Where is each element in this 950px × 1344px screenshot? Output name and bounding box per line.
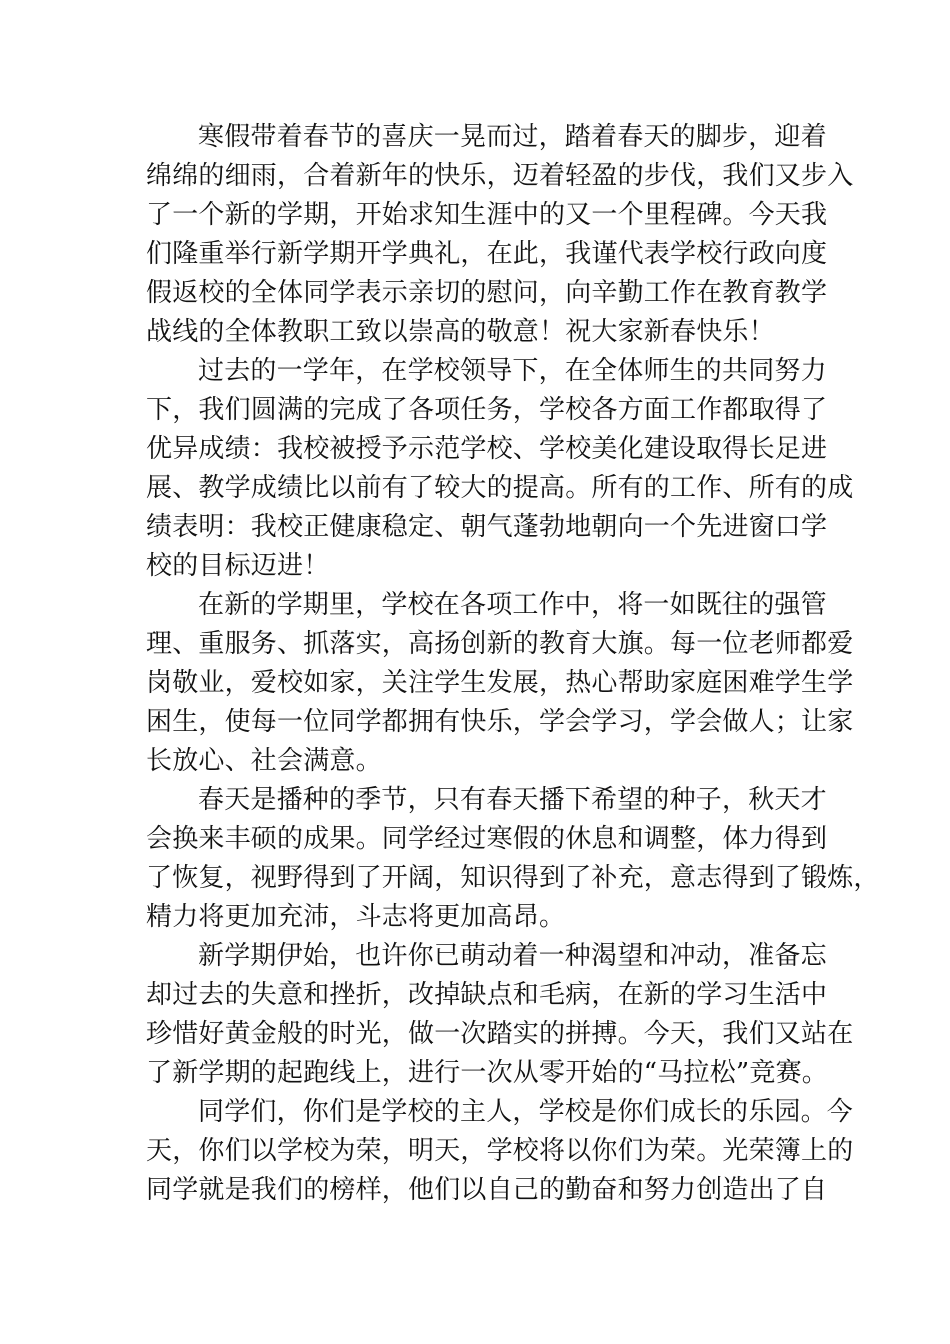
text-line: 们隆重举行新学期开学典礼，在此，我谨代表学校行政向度	[146, 239, 828, 269]
text-line: 在新的学期里，学校在各项工作中，将一如既往的强管	[198, 590, 827, 620]
text-line: 春天是播种的季节，只有春天播下希望的种子，秋天才	[198, 785, 827, 815]
text-line: 战线的全体教职工致以崇高的敬意！祝大家新春快乐！	[146, 317, 775, 347]
text-line: 了一个新的学期，开始求知生涯中的又一个里程碑。今天我	[146, 200, 828, 230]
text-line: 同学就是我们的榜样，他们以自己的勤奋和努力创造出了自	[146, 1175, 828, 1205]
document-body	[146, 118, 880, 1210]
text-line: 会换来丰硕的成果。同学经过寒假的休息和调整，体力得到	[146, 824, 828, 854]
text-line: 绵绵的细雨，合着新年的快乐，迈着轻盈的步伐，我们又步入	[146, 161, 854, 191]
text-line: 新学期伊始，也许你已萌动着一种渴望和冲动，准备忘	[198, 941, 827, 971]
text-line: 假返校的全体同学表示亲切的慰问，向辛勤工作在教育教学	[146, 278, 828, 308]
text-line: 寒假带着春节的喜庆一晃而过，踏着春天的脚步，迎着	[198, 122, 827, 152]
paragraph-2	[146, 352, 854, 586]
text-line: 理、重服务、抓落实，高扬创新的教育大旗。每一位老师都爱	[146, 629, 854, 659]
paragraph-1	[146, 118, 854, 352]
text-line: 天，你们以学校为荣，明天，学校将以你们为荣。光荣簿上的	[146, 1136, 854, 1166]
text-line: 岗敬业，爱校如家，关注学生发展，热心帮助家庭困难学生学	[146, 668, 854, 698]
text-line: 校的目标迈进！	[146, 551, 330, 581]
text-line: 了恢复，视野得到了开阔，知识得到了补充，意志得到了锻炼，	[146, 863, 880, 893]
text-line: 下，我们圆满的完成了各项任务，学校各方面工作都取得了	[146, 395, 828, 425]
text-line: 困生，使每一位同学都拥有快乐，学会学习，学会做人；让家	[146, 707, 854, 737]
text-line: 却过去的失意和挫折，改掉缺点和毛病，在新的学习生活中	[146, 980, 828, 1010]
paragraph-4	[146, 781, 880, 937]
text-line: 同学们，你们是学校的主人，学校是你们成长的乐园。今	[198, 1097, 854, 1127]
paragraph-6	[146, 1093, 854, 1210]
text-line: 珍惜好黄金般的时光，做一次踏实的拼搏。今天，我们又站在	[146, 1019, 854, 1049]
text-line: 了新学期的起跑线上，进行一次从零开始的“马拉松”竞赛。	[146, 1058, 828, 1088]
text-line: 长放心、社会满意。	[146, 746, 382, 776]
text-line: 展、教学成绩比以前有了较大的提高。所有的工作、所有的成	[146, 473, 854, 503]
text-line: 精力将更加充沛，斗志将更加高昂。	[146, 902, 566, 932]
text-line: 过去的一学年，在学校领导下，在全体师生的共同努力	[198, 356, 827, 386]
paragraph-3	[146, 586, 854, 781]
text-line: 优异成绩：我校被授予示范学校、学校美化建设取得长足进	[146, 434, 828, 464]
paragraph-5	[146, 937, 854, 1093]
text-line: 绩表明：我校正健康稳定、朝气蓬勃地朝向一个先进窗口学	[146, 512, 828, 542]
